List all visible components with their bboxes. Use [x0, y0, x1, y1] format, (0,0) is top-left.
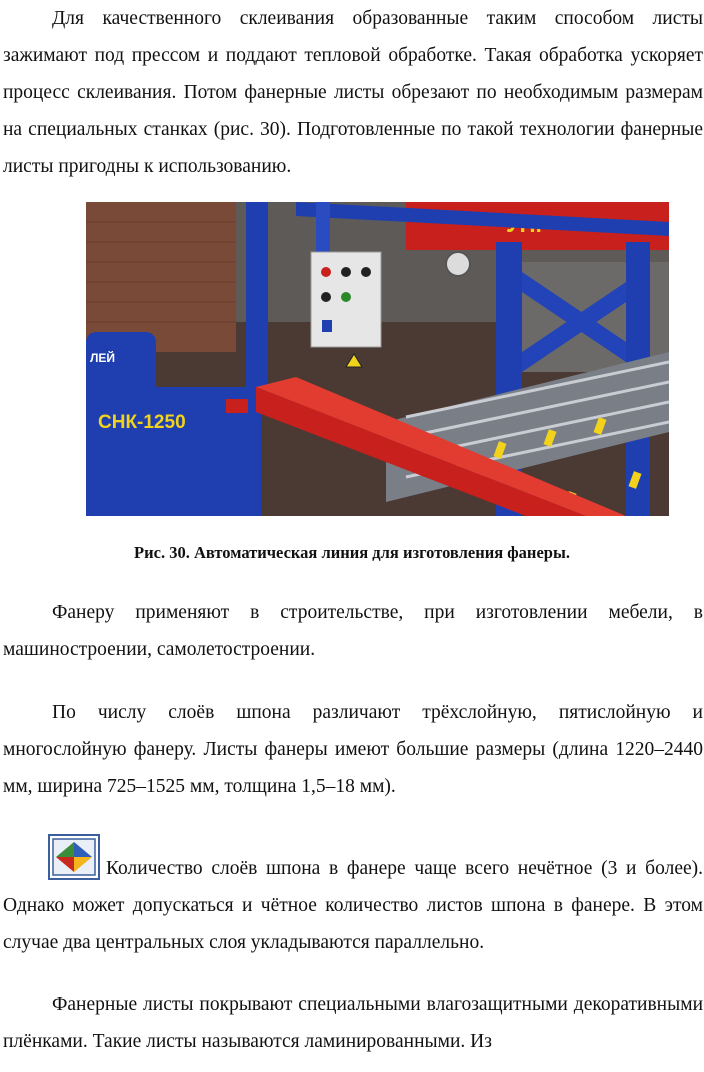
paragraph-gluing-process: Для качественного склеивания образованные таким способом листы зажимают под прессом и поддают тепловой обработке. Такая обработка ускоряет процесс склеивания. Потом фанерные листы обрезают по необходимым размерам на специальных станках (рис. 30). Подготовленные по такой технологии фанерные листы пригодны к использованию.: [3, 8, 703, 177]
plywood-line-photo: [86, 202, 669, 516]
figure-caption: Рис. 30. Автоматическая линия для изготовления фанеры.: [134, 543, 570, 562]
barrel-label: ЛЕЙ: [90, 351, 116, 365]
machine-label: СНК-1250: [98, 412, 186, 433]
note-icon: [48, 834, 100, 880]
paragraph-laminated: Фанерные листы покрывают специальными влагозащитными декоративными плёнками. Такие листы называются ламинированными. Из: [3, 994, 703, 1052]
note-text: Количество слоёв шпона в фанере чаще всего нечётное (3 и более). Однако может допускаться и чётное количество листов шпона в фанере. В этом случае два центральных слоя укладываются параллельно.: [3, 858, 703, 953]
paragraph-layers: По числу слоёв шпона различают трёхслойную, пятислойную и многослойную фанеру. Листы фанеры имеют большие размеры (длина 1220–2440 мм, ширина 725–1525 мм, толщина 1,5–18 мм).: [3, 702, 703, 797]
figure-photo: [86, 202, 669, 516]
paragraph-usage: Фанеру применяют в строительстве, при изготовлении мебели, в машиностроении, самолетостроении.: [3, 602, 703, 660]
paragraph-note: [3, 834, 703, 961]
